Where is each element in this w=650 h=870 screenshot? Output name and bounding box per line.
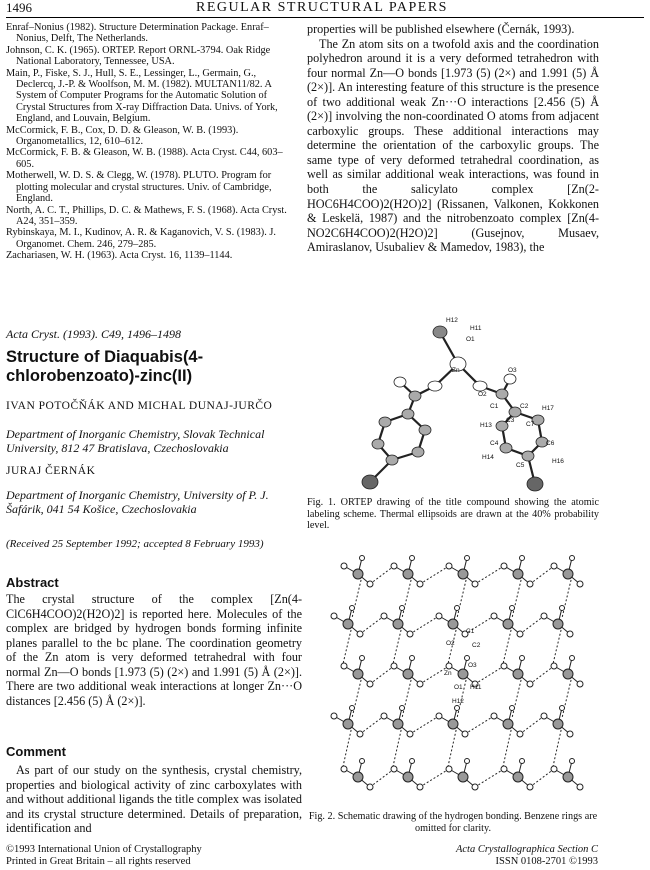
zn-atom xyxy=(563,772,573,782)
zn-atom xyxy=(448,719,458,729)
o-atom xyxy=(417,784,423,790)
atom-label: C3 xyxy=(506,417,515,424)
hydrogen-bond xyxy=(392,726,402,771)
o-atom xyxy=(331,613,337,619)
o-atom xyxy=(472,581,478,587)
zn-atom xyxy=(563,569,573,579)
o-atom xyxy=(510,706,515,711)
o-atom xyxy=(360,759,365,764)
o-atom xyxy=(491,713,497,719)
o-atom xyxy=(517,631,523,637)
atom-label: C2 xyxy=(520,403,529,410)
hydrogen-bond xyxy=(475,666,504,684)
o-atom xyxy=(455,606,460,611)
hydrogen-bond xyxy=(447,626,457,668)
hydrogen-bond xyxy=(402,576,412,618)
figure-2-caption: Fig. 2. Schematic drawing of the hydrogen bonding. Benzene rings are omitted for clarity. xyxy=(308,811,598,834)
atom-label: C7 xyxy=(526,421,535,428)
zn-atom xyxy=(458,772,468,782)
o-atom xyxy=(400,706,405,711)
hbond-network xyxy=(331,556,583,791)
hydrogen-bond xyxy=(475,566,504,584)
o-atom xyxy=(436,713,442,719)
hydrogen-bond xyxy=(410,616,439,634)
hydrogen-bond xyxy=(370,566,394,584)
hydrogen-bond xyxy=(562,676,572,718)
zn-atom xyxy=(503,719,513,729)
hydrogen-bond xyxy=(552,626,562,668)
o-atom xyxy=(400,606,405,611)
atom-label: C1 xyxy=(490,403,499,410)
o-atom xyxy=(520,656,525,661)
hydrogen-bond xyxy=(562,576,572,618)
body-paragraph: properties will be published elsewhere (Černák, 1993). xyxy=(307,22,575,36)
reference-item: North, A. C. T., Phillips, D. C. & Mathews, F. S. (1968). Acta Cryst. A24, 351–359. xyxy=(6,204,287,227)
o-atom xyxy=(391,563,397,569)
o-atom xyxy=(465,759,470,764)
hydrogen-bond xyxy=(352,676,362,718)
zn-atom xyxy=(513,569,523,579)
zn-atom xyxy=(393,719,403,729)
zn-atom xyxy=(353,669,363,679)
o-atom xyxy=(527,784,533,790)
o-atom xyxy=(510,606,515,611)
o-atom xyxy=(367,784,373,790)
reference-item: Zachariasen, W. H. (1963). Acta Cryst. 16, 1139–1144. xyxy=(6,250,233,262)
hydrogen-bond xyxy=(370,666,394,684)
zn-atom xyxy=(553,619,563,629)
zn-atom xyxy=(343,619,353,629)
atom-label: H16 xyxy=(552,458,564,465)
hydrogen-bond xyxy=(420,769,449,787)
article-title: Structure of Diaquabis(4-chlorobenzoato)-zinc(II) xyxy=(6,348,204,385)
hydrogen-bond xyxy=(530,769,554,787)
o-atom xyxy=(520,556,525,561)
copyright-footer xyxy=(6,844,202,868)
hydrogen-bond xyxy=(392,626,402,668)
o-atom xyxy=(360,556,365,561)
zn-atom xyxy=(448,619,458,629)
atom-label: H17 xyxy=(542,405,554,412)
hydrogen-bond xyxy=(520,716,544,734)
o-atom xyxy=(407,731,413,737)
atom-label: C4 xyxy=(490,440,499,447)
zn-atom xyxy=(343,719,353,729)
reference-item: Main, P., Fiske, S. J., Hull, S. E., Lessinger, L., Germain, G., Declercq, J.-P. & Woolfson, M. M. (1982). MULTAN11/82. A System of Computer Programs for the Automatic Solution of Crystal Structures from X-ray Diffraction Data. Univs. of York, England, and Louvain, Belgium. xyxy=(6,67,278,125)
hydrogen-bond xyxy=(552,726,562,771)
atom-label: Zn xyxy=(452,367,460,374)
received-dates: (Received 25 September 1992; accepted 8 February 1993) xyxy=(6,538,264,550)
o-atom xyxy=(417,581,423,587)
figure-1-caption: Fig. 1. ORTEP drawing of the title compound showing the atomic labeling scheme. Thermal ellipsoids are drawn at the 40% probability level. xyxy=(307,497,599,531)
hydrogen-bond xyxy=(530,666,554,684)
page-number: 1496 xyxy=(6,0,32,15)
o-atom xyxy=(381,713,387,719)
atom-label: O1 xyxy=(466,336,475,343)
abstract-text: The crystal structure of the complex [Zn(4-ClC6H4COO)2(H2O)2] is reported here. Molecules of the complex are bridged by hydrogen bonds forming infinite planes parallel to the bc plane. The coordination geometry of the Zn atom is very deformed tetrahedral with four normal Zn—O bonds [1.973 (5) (2×) and 1.991 (5) Å (2×)]. There are two additional weak interactions at longer Zn···O distances [2.456 (5) Å (2×)]. xyxy=(6,592,302,708)
hydrogen-bond xyxy=(342,726,352,771)
zn-atom xyxy=(403,569,413,579)
reference-item: Motherwell, W. D. S. & Clegg, W. (1978). PLUTO. Program for plotting molecular and crystal structures. Univ. of Cambridge, England. xyxy=(6,170,272,205)
zn-atom xyxy=(458,569,468,579)
reference-item: McCormick, F. B., Cox, D. D. & Gleason, W. B. (1993). Organometallics, 12, 610–612. xyxy=(6,124,239,148)
o-atom xyxy=(527,581,533,587)
o-atom xyxy=(446,563,452,569)
reference-item: Enraf–Nonius (1982). Structure Determination Package. Enraf–Nonius, Delft, The Netherlands. xyxy=(6,22,269,45)
o-atom xyxy=(551,766,557,772)
zn-atom xyxy=(393,619,403,629)
o-atom xyxy=(517,731,523,737)
o-atom xyxy=(560,706,565,711)
comment-heading: Comment xyxy=(6,744,66,759)
atom-label: O1 xyxy=(454,684,463,691)
copyright-line: ©1993 International Union of Crystallography xyxy=(6,844,202,855)
hydrogen-bond xyxy=(447,726,457,771)
o-atom xyxy=(465,556,470,561)
o-atom xyxy=(577,681,583,687)
right-column-text xyxy=(307,22,599,255)
zn-atom xyxy=(553,719,563,729)
atom-label: O2 xyxy=(446,640,455,647)
o-atom xyxy=(410,759,415,764)
o-atom xyxy=(341,766,347,772)
atom-label: O3 xyxy=(508,367,517,374)
o-atom xyxy=(446,766,452,772)
atom-label: C6 xyxy=(546,440,555,447)
o-atom xyxy=(407,631,413,637)
zn-atom xyxy=(563,669,573,679)
atom-label: H11 xyxy=(470,684,482,691)
hydrogen-bond xyxy=(370,769,394,787)
o-atom xyxy=(381,613,387,619)
o-atom xyxy=(410,656,415,661)
zn-atom xyxy=(403,772,413,782)
o-atom xyxy=(360,656,365,661)
hydrogen-bond xyxy=(520,616,544,634)
o-atom xyxy=(331,713,337,719)
article-citation: Acta Cryst. (1993). C49, 1496–1498 xyxy=(6,327,181,341)
o-atom xyxy=(436,613,442,619)
affiliation-1: Department of Inorganic Chemistry, Slovak Technical University, 812 47 Bratislava, Czechoslovakia xyxy=(6,427,265,455)
authors-line-1: IVAN POTOČŇÁK AND MICHAL DUNAJ-JURČO xyxy=(6,400,273,412)
o-atom xyxy=(501,563,507,569)
reference-item: Rybinskaya, M. I., Kudinov, A. R. & Kaganovich, V. S. (1983). J. Organomet. Chem. 246, 279–285. xyxy=(6,227,276,250)
hydrogen-bond xyxy=(360,716,384,734)
o-atom xyxy=(341,563,347,569)
atom-label: O3 xyxy=(468,662,477,669)
hydrogen-bond xyxy=(420,566,449,584)
o-atom xyxy=(462,731,468,737)
ortep-figure xyxy=(330,314,595,494)
hydrogen-bond xyxy=(360,616,384,634)
atom-label: H12 xyxy=(452,698,464,705)
o-atom xyxy=(472,784,478,790)
comment-text: As part of our study on the synthesis, crystal chemistry, properties and biological activity of zinc carboxylates with and without additional ligands the title complex was isolated and its crystal structure determined. Details of preparation, identification and xyxy=(6,763,302,835)
o-atom xyxy=(501,766,507,772)
o-atom xyxy=(570,759,575,764)
hydrogen-bond xyxy=(457,576,467,618)
o-atom xyxy=(541,713,547,719)
o-atom xyxy=(520,759,525,764)
zn-atom xyxy=(503,619,513,629)
journal-footer xyxy=(456,844,598,868)
atom-label: H12 xyxy=(446,317,458,324)
o-atom xyxy=(527,681,533,687)
zn-atom xyxy=(458,669,468,679)
atom-label: C5 xyxy=(516,462,525,469)
affiliation-2: Department of Inorganic Chemistry, University of P. J. Šafárik, 041 54 Košice, Czechoslovakia xyxy=(6,488,269,516)
o-atom xyxy=(465,656,470,661)
o-atom xyxy=(551,663,557,669)
hydrogen-bond xyxy=(352,576,362,618)
hydrogen-bond xyxy=(502,726,512,771)
o-atom xyxy=(541,613,547,619)
atom-label: H14 xyxy=(482,454,494,461)
hydrogen-bond xyxy=(457,676,467,718)
o-atom xyxy=(341,663,347,669)
o-atom xyxy=(367,581,373,587)
o-atom xyxy=(391,766,397,772)
o-atom xyxy=(570,556,575,561)
o-atom xyxy=(570,656,575,661)
o-atom xyxy=(577,784,583,790)
atom-label: C2 xyxy=(472,642,481,649)
page-header xyxy=(6,0,644,18)
hydrogen-bond xyxy=(402,676,412,718)
o-atom xyxy=(501,663,507,669)
zn-atom xyxy=(353,772,363,782)
o-atom xyxy=(577,581,583,587)
o-atom xyxy=(455,706,460,711)
reference-item: Johnson, C. K. (1965). ORTEP. Report ORNL-3794. Oak Ridge National Laboratory, Tennessee, USA. xyxy=(6,44,271,68)
atom-label: H13 xyxy=(480,422,492,429)
o-atom xyxy=(491,613,497,619)
body-paragraph: The Zn atom sits on a twofold axis and the coordination polyhedron around it is a very deformed tetrahedron with four normal Zn—O bonds [1.973 (5) (2×) and 1.991 (5) Å (2×)]. An interesting feature of this structure is the presence of two additional weak Zn···O interactions [2.456 (5) Å (2×)] involving the non-coordinated O atoms from adjacent carboxylic groups. These additional interactions may determine the orientation of the carboxylic groups. The same type of very deformed tetrahedral coordination, as well as similar additional weak interactions, was found in both the salicylato complex [Zn(2-HOC6H4COO)2(H2O)2] (Rissanen, Valkonen, Kokkonen & Leskelä, 1987) and the nitrobenzoato complex [Zn(4-NO2C6H4COO)2(H2O)2] (Gusejnov, Musaev, Amiraslanov, Usubaliev & Mamedov, 1983), the xyxy=(307,36,599,255)
printed-line: Printed in Great Britain – all rights reserved xyxy=(6,856,191,867)
reference-item: McCormick, F. B. & Gleason, W. B. (1988). Acta Cryst. C44, 603–605. xyxy=(6,147,283,170)
hydrogen-bond xyxy=(502,626,512,668)
hydrogen-bond xyxy=(410,716,439,734)
references-list xyxy=(6,22,296,262)
zn-atom xyxy=(403,669,413,679)
atom-label: H11 xyxy=(470,325,482,332)
atom-label: Zn xyxy=(444,670,452,677)
o-atom xyxy=(560,606,565,611)
o-atom xyxy=(567,731,573,737)
zn-atom xyxy=(513,669,523,679)
zn-atom xyxy=(353,569,363,579)
hydrogen-bond xyxy=(512,576,522,618)
o-atom xyxy=(446,663,452,669)
o-atom xyxy=(367,681,373,687)
hydrogen-bond xyxy=(475,769,504,787)
authors-line-2: JURAJ ČERNÁK xyxy=(6,465,96,477)
journal-name: Acta Crystallographica Section C xyxy=(455,844,598,855)
running-title: REGULAR STRUCTURAL PAPERS xyxy=(196,0,448,15)
o-atom xyxy=(410,556,415,561)
issn-line: ISSN 0108-2701 ©1993 xyxy=(495,856,598,867)
o-atom xyxy=(350,606,355,611)
o-atom xyxy=(357,731,363,737)
zn-atom xyxy=(513,772,523,782)
hydrogen-bond xyxy=(342,626,352,668)
atom-label: C1 xyxy=(466,628,475,635)
hydrogen-bond xyxy=(530,566,554,584)
hydrogen-bonding-figure xyxy=(318,549,588,804)
o-atom xyxy=(567,631,573,637)
atom-label: O2 xyxy=(478,391,487,398)
o-atom xyxy=(391,663,397,669)
o-atom xyxy=(417,681,423,687)
o-atom xyxy=(551,563,557,569)
hydrogen-bond xyxy=(512,676,522,718)
abstract-heading: Abstract xyxy=(6,575,59,590)
o-atom xyxy=(357,631,363,637)
o-atom xyxy=(350,706,355,711)
hydrogen-bond xyxy=(465,716,494,734)
